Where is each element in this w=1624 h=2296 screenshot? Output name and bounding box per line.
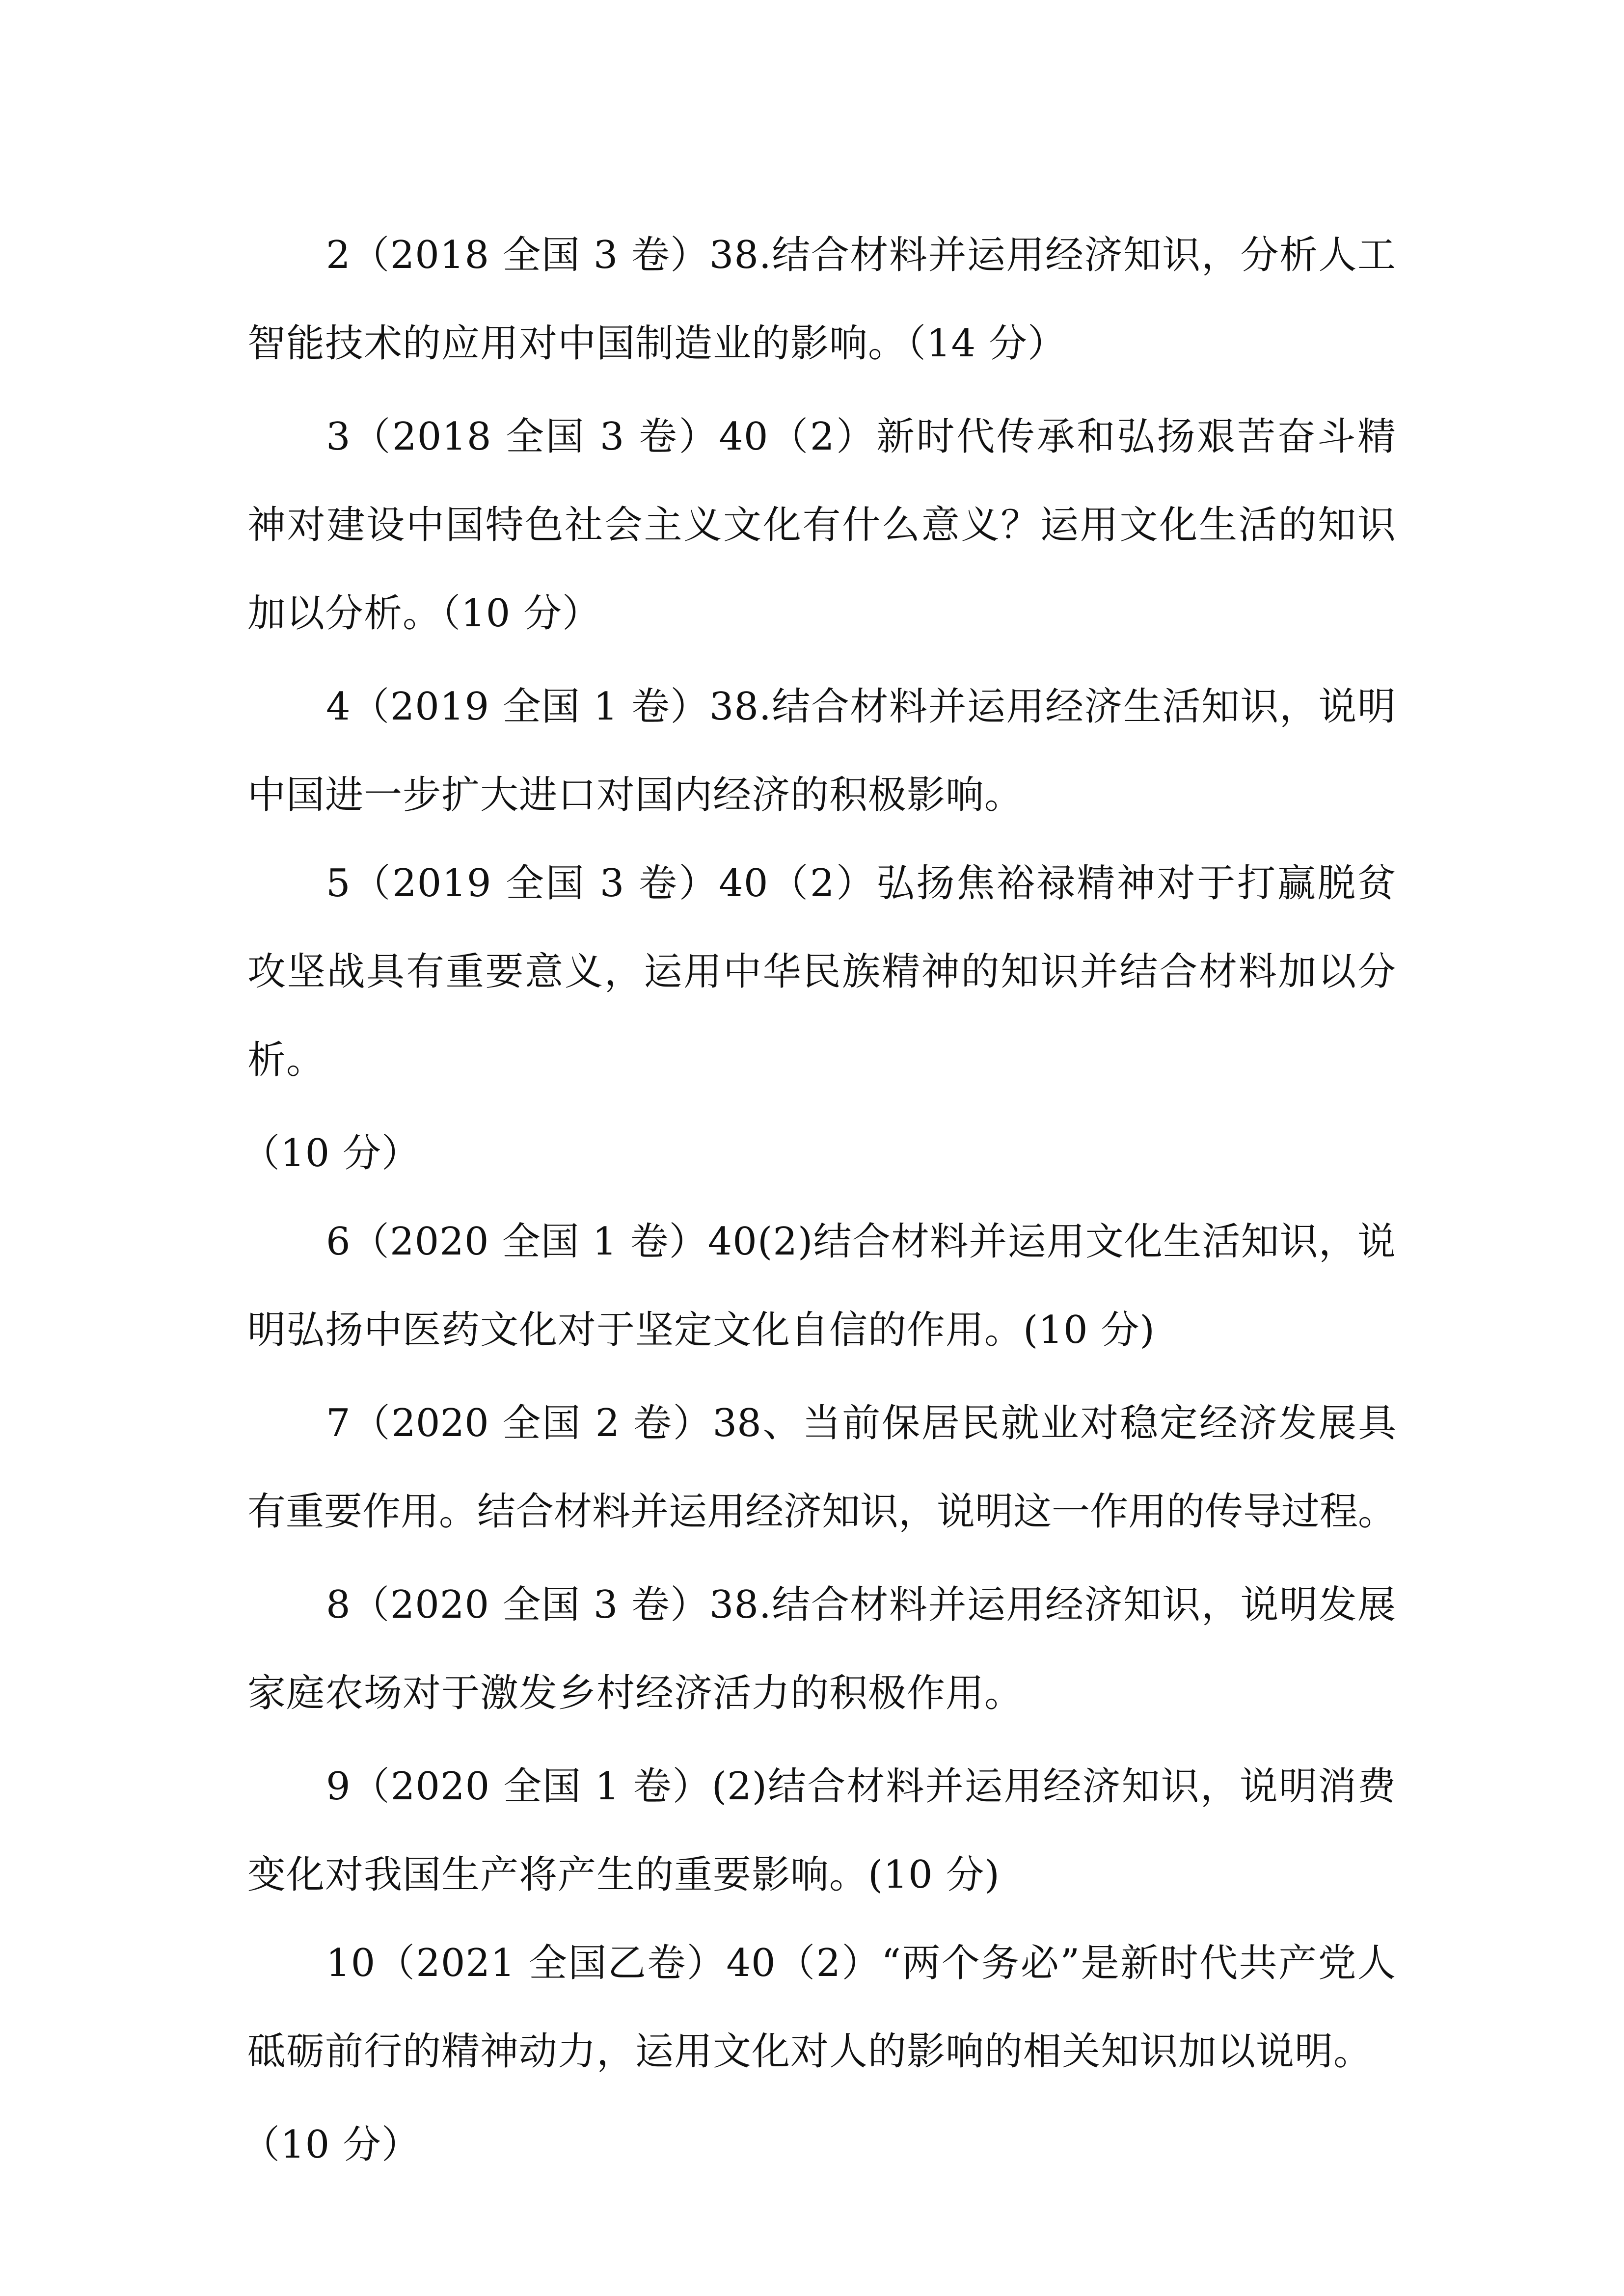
question-7: 7（2020 全国 2 卷）38、当前保居民就业对稳定经济发展具有重要作用。结合材料并运用经济知识，说明这一作用的传导过程。 <box>247 1401 1397 1534</box>
question-6: 6（2020 全国 1 卷）40(2)结合材料并运用文化生活知识，说明弘扬中医药文化对于坚定文化自信的作用。(10 分) <box>247 1220 1396 1352</box>
question-5-block <box>242 839 1396 1198</box>
question-10: 10（2021 全国乙卷）40（2）“两个务必”是新时代共产党人砥砺前行的精神动力，运用文化对人的影响的相关知识加以说明。 <box>247 1941 1396 2074</box>
question-5-score: （10 分） <box>242 1131 421 1175</box>
question-4: 4（2019 全国 1 卷）38.结合材料并运用经济生活知识，说明中国进一步扩大进口对国内经济的积极影响。 <box>247 685 1396 817</box>
question-10-block <box>242 1919 1396 2189</box>
question-3: 3（2018 全国 3 卷）40（2）新时代传承和弘扬艰苦奋斗精神对建设中国特色社会主义文化有什么意义？运用文化生活的知识加以分析。（10 分） <box>247 415 1396 636</box>
question-5: 5（2019 全国 3 卷）40（2）弘扬焦裕禄精神对于打赢脱贫攻坚战具有重要意义，运用中华民族精神的知识并结合材料加以分析。 <box>247 861 1396 1082</box>
question-9: 9（2020 全国 1 卷）(2)结合材料并运用经济知识，说明消费变化对我国生产将产生的重要影响。(10 分) <box>247 1764 1396 1897</box>
question-2: 2（2018 全国 3 卷）38.结合材料并运用经济知识，分析人工智能技术的应用对中国制造业的影响。（14 分） <box>247 233 1396 366</box>
question-8: 8（2020 全国 3 卷）38.结合材料并运用经济知识，说明发展家庭农场对于激发乡村经济活力的积极作用。 <box>247 1583 1396 1715</box>
question-10-score: （10 分） <box>242 2123 421 2167</box>
question-list <box>242 211 1397 2189</box>
